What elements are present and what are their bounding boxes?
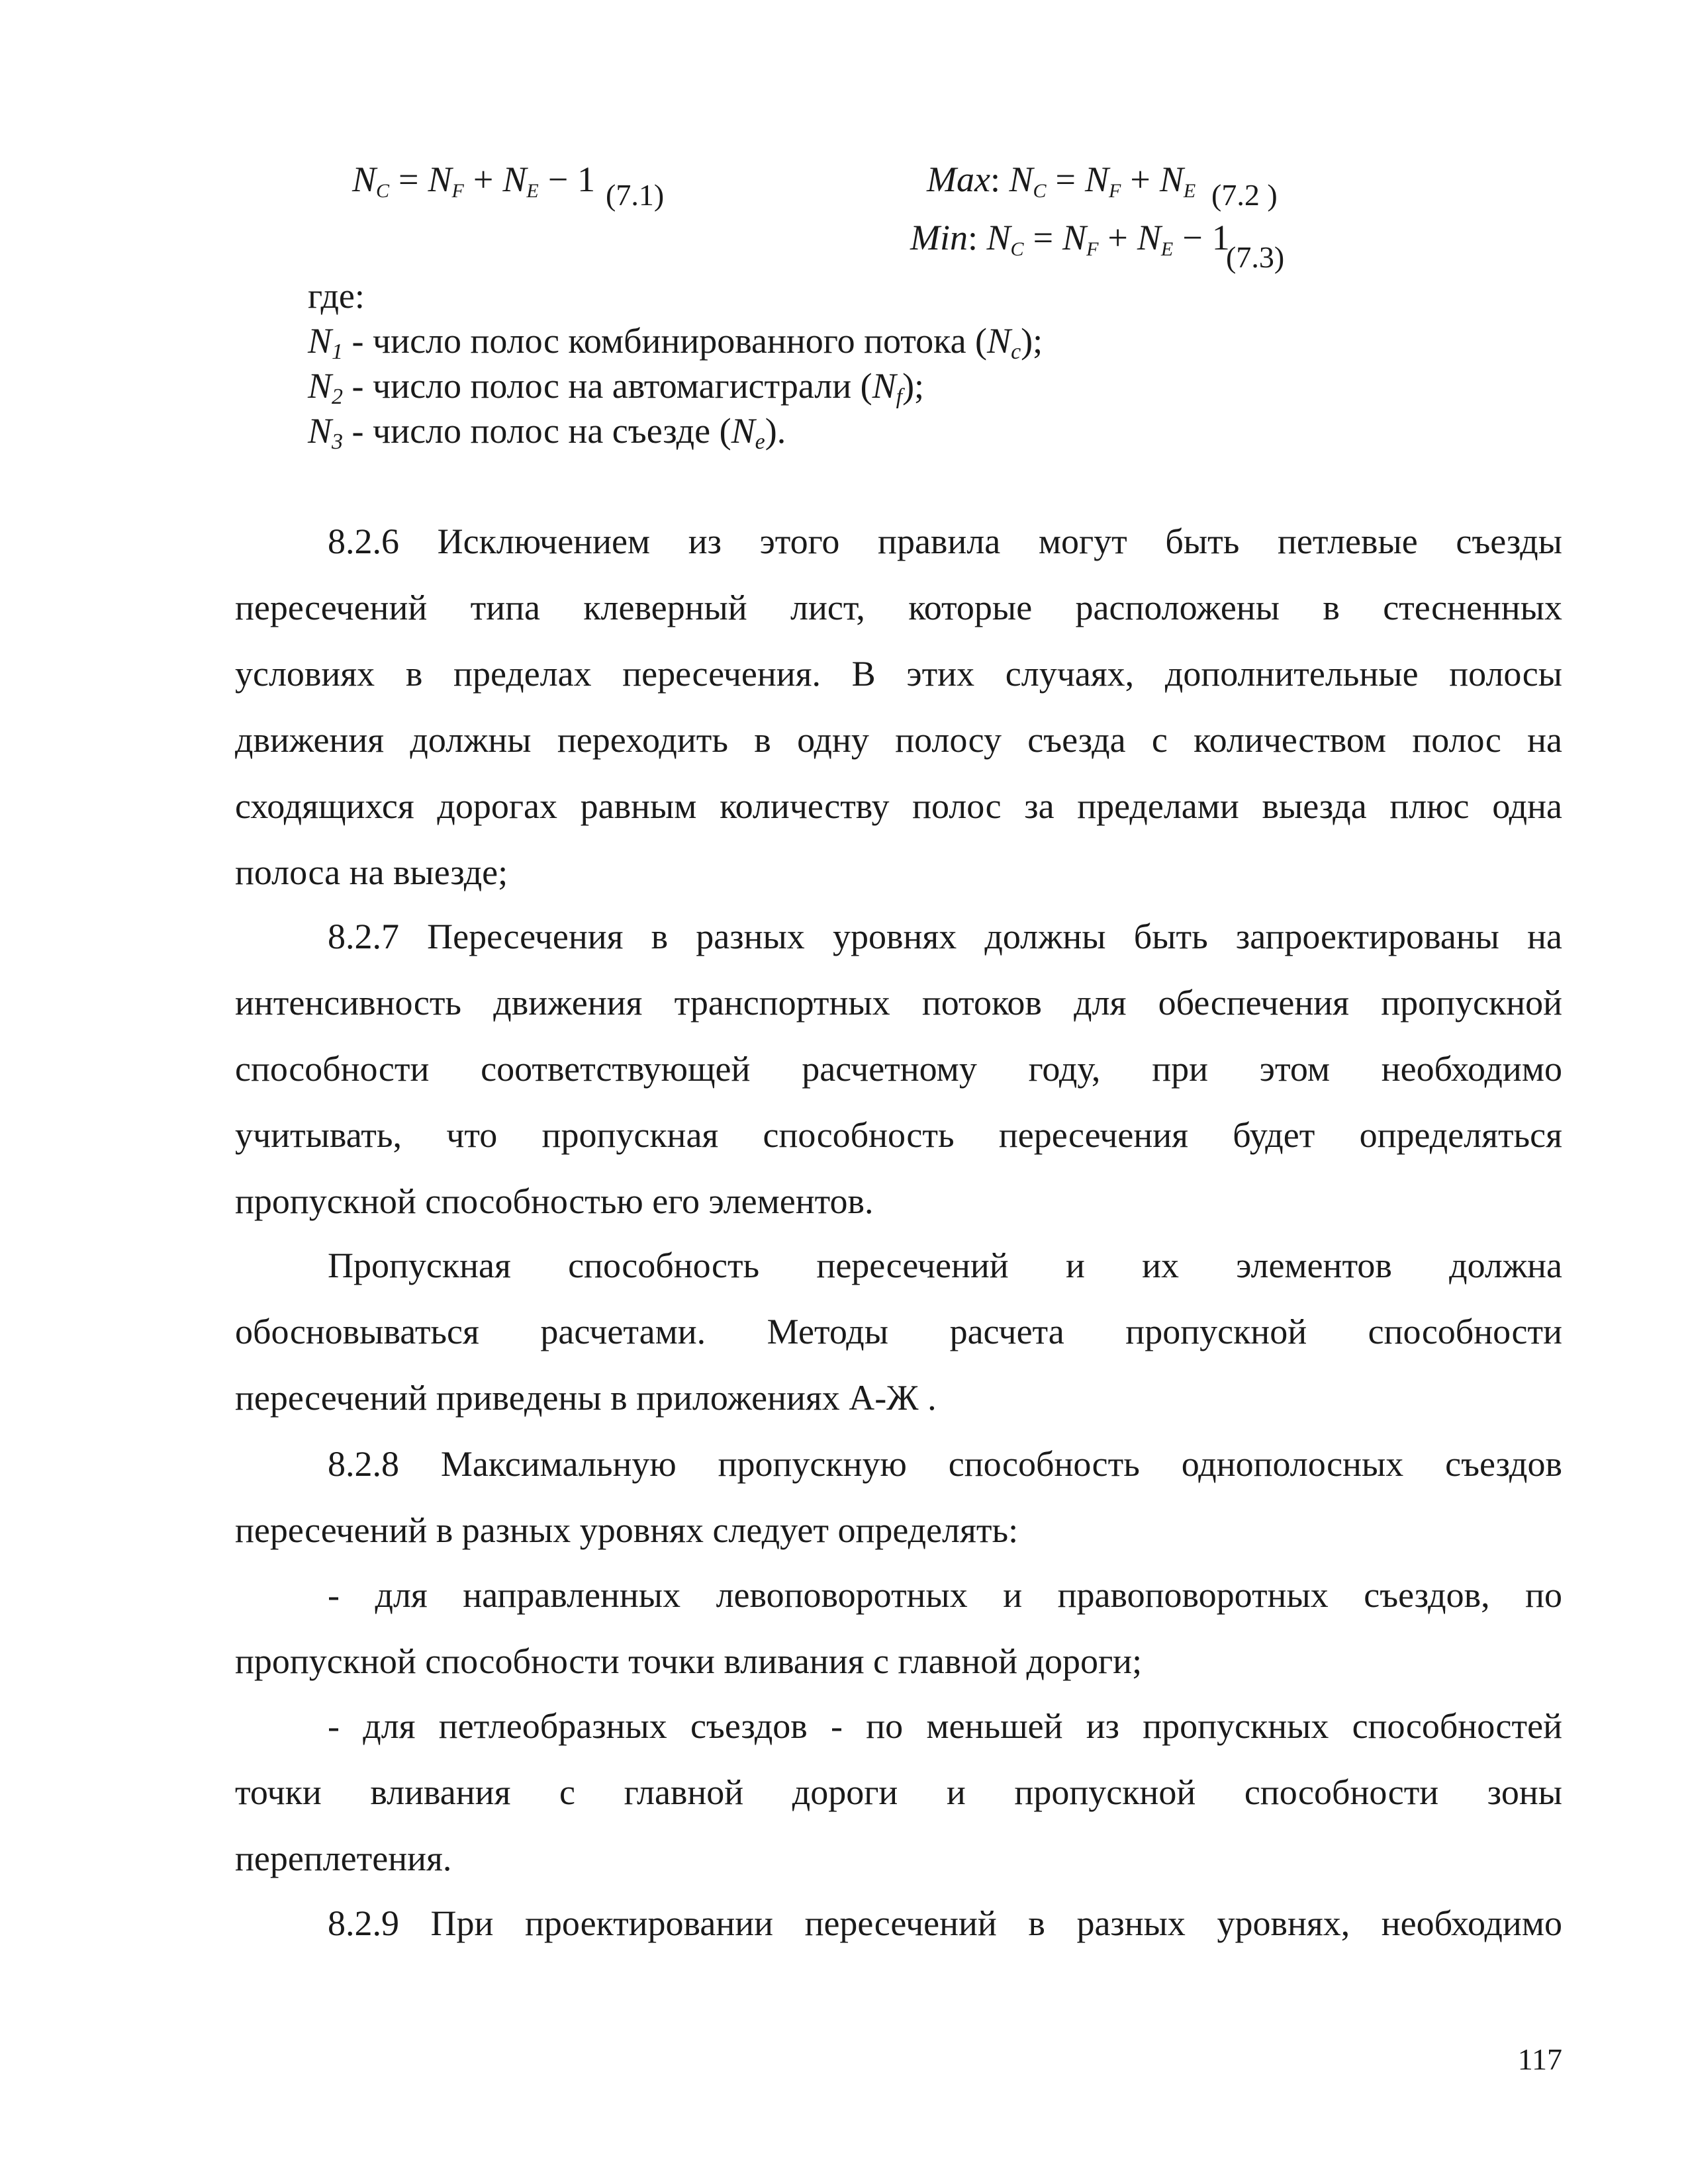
paragraph-8-2-6 [235, 508, 1562, 905]
text-line: полоса на выезде; [235, 852, 508, 892]
paragraph-capacity [235, 1232, 1562, 1431]
formula-7-1: $N_C = N_F + N_E - 1$ [352, 159, 596, 202]
formula-7-2-number: (7.2 ) [1211, 178, 1278, 212]
text-line: движения должны переходить в одну полосу съезда с количеством полос на [235, 720, 1562, 760]
list-item-directional-ramps [235, 1562, 1562, 1694]
text-line: пересечений типа клеверный лист, которые расположены в стесненных [235, 588, 1562, 627]
text-line: Пропускная способность пересечений и их элементов должна [328, 1246, 1562, 1285]
definition-n1: $N_1$ - число полос комбинированного потока $(N_c)$; [308, 321, 1043, 364]
text-line: сходящихся дорогах равным количеству полос за пределами выезда плюс одна [235, 786, 1562, 826]
paragraph-8-2-7 [235, 903, 1562, 1234]
text-line: обосновываться расчетами. Методы расчета пропускной способности [235, 1312, 1562, 1351]
where-label: где: [308, 276, 365, 316]
text-line: пропускной способности точки вливания с главной дороги; [235, 1641, 1143, 1681]
text-line: пропускной способностью его элементов. [235, 1181, 874, 1221]
paragraph-8-2-9 [235, 1890, 1562, 1956]
page-number: 117 [1517, 2042, 1562, 2076]
text-line: - для направленных левоповоротных и правоповоротных съездов, по [328, 1575, 1562, 1615]
definition-n2: $N_2$ - число полос на автомагистрали $(N_f)$; [308, 366, 925, 409]
text-line: переплетения. [235, 1839, 452, 1878]
text-line: способности соответствующей расчетному году, при этом необходимо [235, 1049, 1562, 1089]
text-line: - для петлеобразных съездов - по меньшей из пропускных способностей [328, 1706, 1562, 1746]
formula-7-3: Min: $N_C = N_F + N_E - 1$ [910, 218, 1230, 260]
formula-7-2: Max: $N_C = N_F + N_E$ [927, 159, 1196, 202]
text-line: точки вливания с главной дороги и пропускной способности зоны [235, 1772, 1562, 1812]
text-line: интенсивность движения транспортных потоков для обеспечения пропускной [235, 983, 1562, 1023]
formula-7-3-number: (7.3) [1226, 240, 1285, 274]
text-line: пересечений приведены в приложениях А-Ж . [235, 1378, 937, 1418]
text-line: 8.2.9 При проектировании пересечений в разных уровнях, необходимо [328, 1903, 1562, 1943]
text-line: учитывать, что пропускная способность пересечения будет определяться [235, 1115, 1562, 1155]
text-line: 8.2.7 Пересечения в разных уровнях должны быть запроектированы на [328, 917, 1562, 956]
definition-n3: $N_3$ - число полос на съезде $(N_e)$. [308, 411, 786, 454]
text-line: условиях в пределах пересечения. В этих случаях, дополнительные полосы [235, 654, 1562, 694]
text-line: 8.2.6 Исключением из этого правила могут быть петлевые съезды [328, 522, 1562, 561]
formula-7-1-number: (7.1) [606, 178, 665, 212]
paragraph-8-2-8 [235, 1431, 1562, 1563]
text-line: пересечений в разных уровнях следует определять: [235, 1510, 1019, 1550]
list-item-loop-ramps [235, 1693, 1562, 1891]
text-line: 8.2.8 Максимальную пропускную способность однополосных съездов [328, 1444, 1562, 1484]
